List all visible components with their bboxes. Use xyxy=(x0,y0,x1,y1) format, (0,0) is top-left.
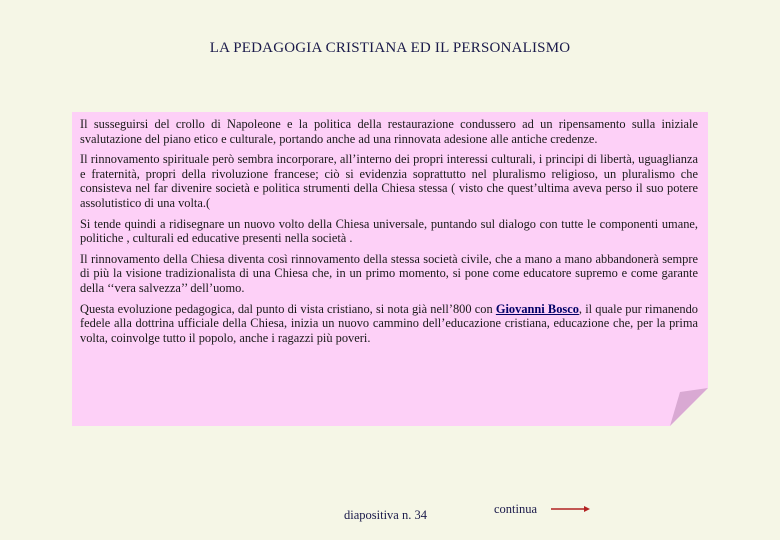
paragraph-restoration: Il susseguirsi del crollo di Napoleone e la politica della restaurazione condussero ad un ripensamento sulla iniziale svalutazione del piano etico e culturale, portando anche ad una rinnovata adesione alle antiche credenze. xyxy=(80,117,698,146)
continue-link[interactable]: continua xyxy=(494,502,538,516)
slide-title: LA PEDAGOGIA CRISTIANA ED IL PERSONALISMO xyxy=(209,40,571,56)
paragraph-5-start: Questa evoluzione pedagogica, dal punto di vista cristiano, si nota già nell’800 con xyxy=(80,301,496,316)
continue-arrow-icon[interactable] xyxy=(551,503,591,515)
note-card xyxy=(72,112,708,426)
note-text xyxy=(80,117,698,351)
slide-number: diapositiva n. 34 xyxy=(344,508,427,522)
paragraph-spiritual-renewal: Il rinnovamento spirituale però sembra incorporare, all’interno dei propri interessi culturali, i principi di libertà, uguaglianza e fraternità, propri della rivoluzione francese; ciò si evidenzia soprattutto nel pluralismo religioso, un pluralismo che consisteva nel far divenire società e politica strumenti della Chiesa stessa ( visto che quest’ultima aveva perso il suo potere assolutistico di una volta.( xyxy=(80,152,698,210)
paragraph-5-end: , il quale pur rimanendo fedele alla dottrina ufficiale della Chiesa, inizia un nuovo cammino dell’educazione cristiana, educazione che, per la prima volta, coinvolge tutto il popolo, anche i ragazzi più poveri. xyxy=(80,301,698,345)
paragraph-pedagogical-evolution xyxy=(80,302,698,346)
paragraph-universal-church: Si tende quindi a ridisegnare un nuovo volto della Chiesa universale, puntando sul dialogo con tutte le componenti umane, politiche , culturali ed educative presenti nella società . xyxy=(80,216,698,246)
paragraph-civil-society: Il rinnovamento della Chiesa diventa così rinnovamento della stessa società civile, che a mano a mano abbandonerà sempre di più la visione tradizionalista di una Chiesa che, in un primo momento, si pone come educatore supremo e come garante della ‘‘vera salvezza’’ dell’uomo. xyxy=(80,251,698,295)
giovanni-bosco-link[interactable]: Giovanni Bosco xyxy=(495,301,579,316)
